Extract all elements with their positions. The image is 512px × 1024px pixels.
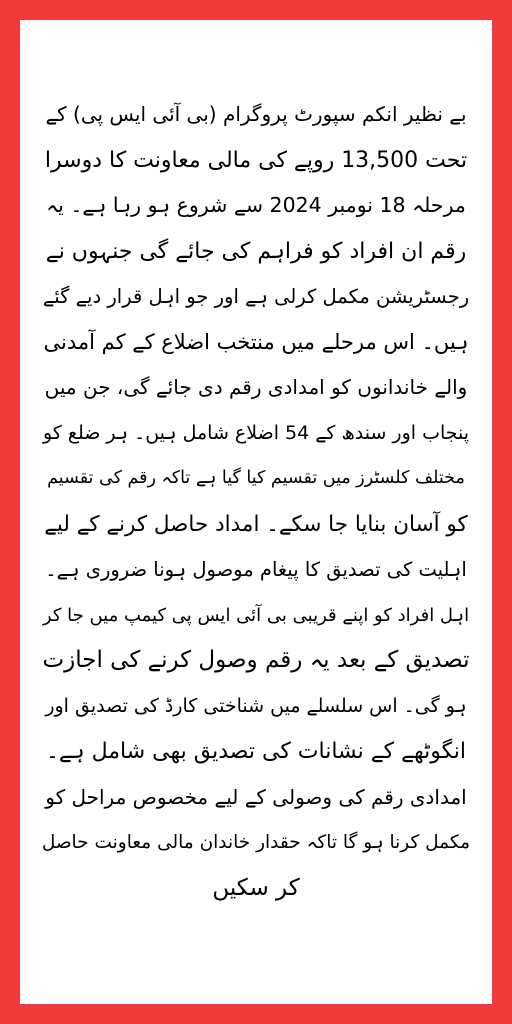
article-line: انگوٹھے کے نشانات کی تصدیق بھی شامل ہے۔ (45, 739, 467, 764)
article-line: ہیں۔ اس مرحلے میں منتخب اضلاع کے کم آمدنی (43, 329, 469, 354)
article-line: کر سکیں (212, 874, 300, 901)
article-body (42, 92, 470, 911)
article-line: ہو گی۔ اس سلسلے میں شناختی کارڈ کی تصدیق اور (45, 694, 467, 717)
article-line: پنجاب اور سندھ کے 54 اضلاع شامل ہیں۔ ہر ضلع کو (42, 421, 470, 444)
article-line: مختلف کلسٹرز میں تقسیم کیا گیا ہے تاکہ رقم کی تقسیم (47, 468, 465, 488)
article-line: اہلیت کی تصدیق کا پیغام موصول ہونا ضروری ہے۔ (45, 558, 467, 581)
article-card (20, 20, 492, 1004)
article-line: مکمل کرنا ہو گا تاکہ حقدار خاندان مالی معاونت حاصل (42, 832, 470, 853)
article-line: تصدیق کے بعد یہ رقم وصول کرنے کی اجازت (42, 647, 470, 673)
article-line: امدادی رقم کی وصولی کے لیے مخصوص مراحل کو (45, 784, 467, 809)
article-line: رجسٹریشن مکمل کرلی ہے اور جو اہل قرار دیے گئے (42, 285, 470, 308)
article-line: والے خاندانوں کو امدادی رقم دی جائے گی، جن میں (44, 375, 468, 399)
article-line: اہل افراد کو اپنے قریبی بی آئی ایس پی کیمپ میں جا کر (42, 604, 470, 626)
article-line: رقم ان افراد کو فراہم کی جائے گی جنہوں نے (45, 238, 467, 264)
article-line: تحت 13,500 روپے کی مالی معاونت کا دوسرا (44, 147, 468, 173)
article-line: مرحلہ 18 نومبر 2024 سے شروع ہو رہا ہے۔ یہ (46, 193, 466, 217)
article-line: کو آسان بنایا جا سکے۔ امداد حاصل کرنے کے لیے (44, 511, 468, 537)
article-line: بے نظیر انکم سپورٹ پروگرام (بی آئی ایس پی) کے (45, 102, 467, 126)
